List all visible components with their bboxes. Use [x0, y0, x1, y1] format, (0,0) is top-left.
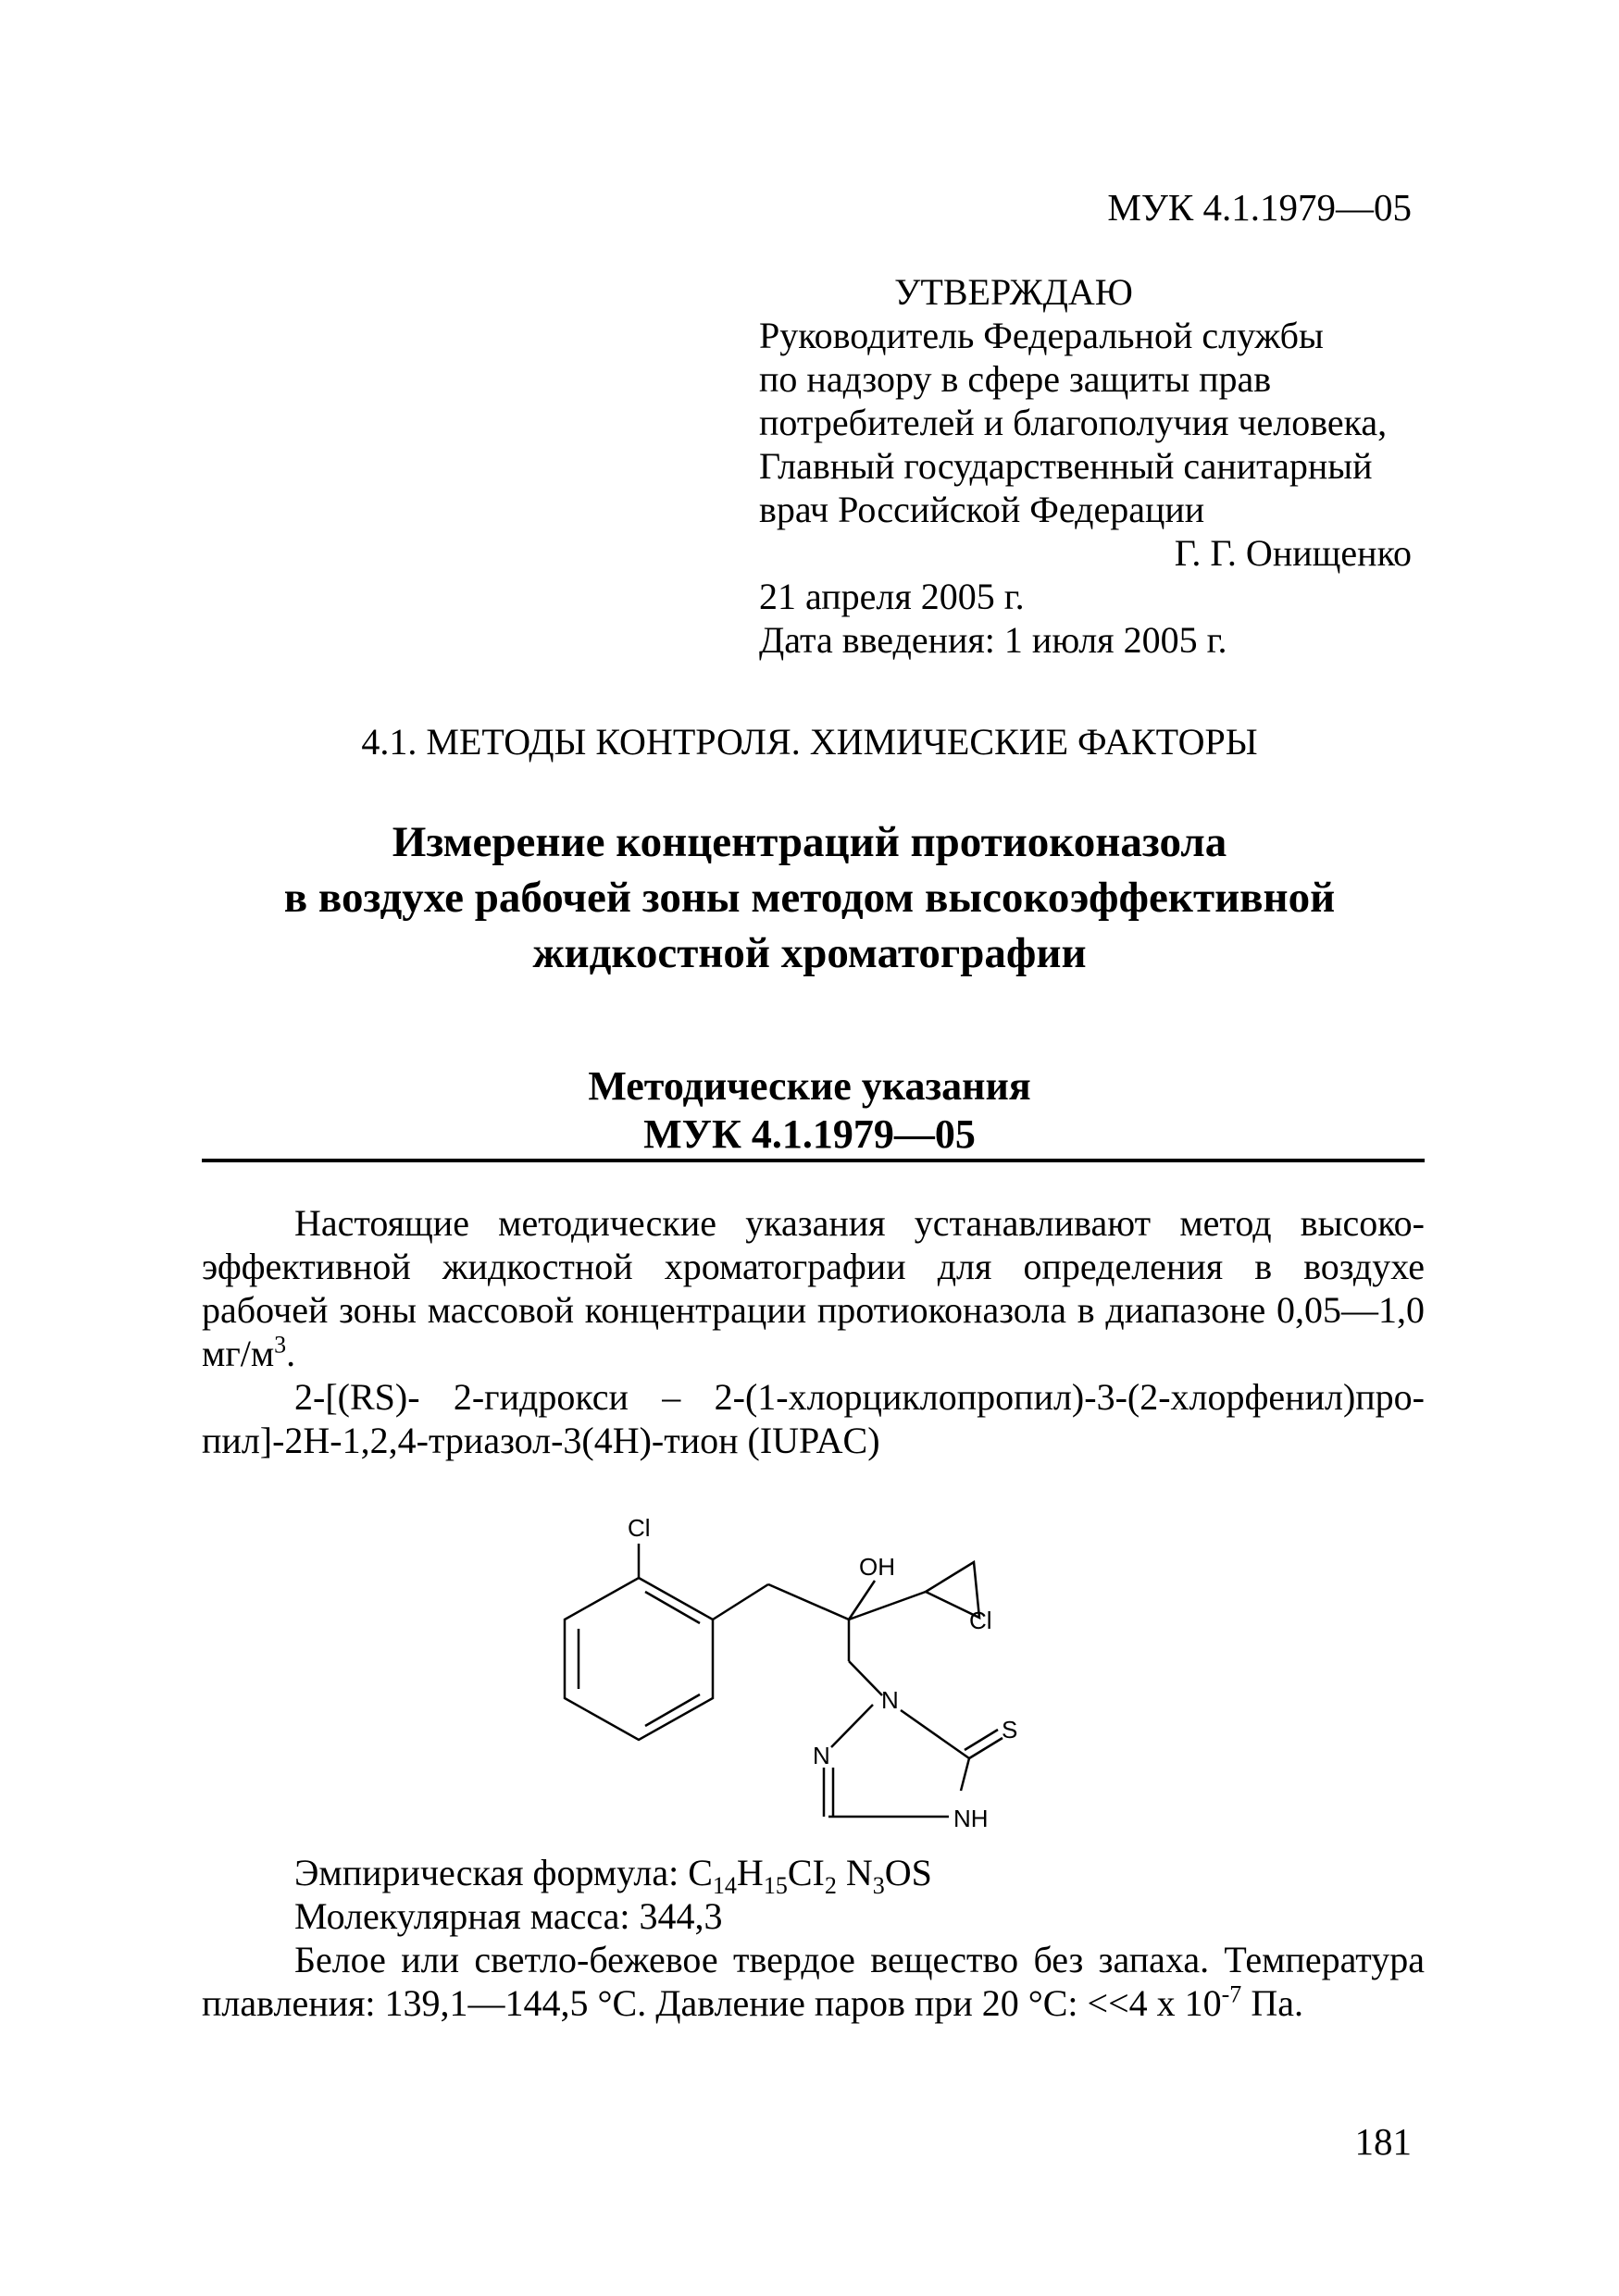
label-n: N: [881, 1686, 899, 1714]
approval-line: по надзору в сфере защиты прав: [759, 358, 1272, 400]
structural-formula: [518, 1490, 1037, 1842]
section-heading: 4.1. МЕТОДЫ КОНТРОЛЯ. ХИМИЧЕСКИЕ ФАКТОРЫ: [361, 721, 1258, 763]
bond-nh-c: [961, 1758, 969, 1791]
approval-line: Главный государственный санитарный: [759, 445, 1373, 487]
iupac-name: 2-[(RS)- 2-гидрокси – 2-(1-хлорциклопропил)-3-(2-хлорфенил)про-пил]-2Н-1,2,4-триазол-3(4Н)-тион (IUPAC): [202, 1376, 1425, 1461]
approval-block: [759, 270, 1426, 662]
subtitle-line: Методические указания: [588, 1063, 1031, 1109]
page-number: 181: [1354, 2120, 1412, 2163]
approval-line: потребителей и благополучия человека,: [759, 402, 1388, 443]
title-line: Измерение концентраций протиоконазола: [392, 818, 1227, 866]
bond-n-n: [831, 1705, 873, 1747]
label-oh: OH: [859, 1553, 895, 1581]
title-line: жидкостной хроматографии: [532, 929, 1087, 977]
document-code: МУК 4.1.1979—05: [1107, 186, 1412, 229]
empirical-formula: Эмпирическая формула: $C_{14}H_{15}CI_2$ $N_3OS$: [294, 1852, 932, 1899]
bond-ch2-n: [849, 1661, 882, 1695]
bond-cyclopropyl: [849, 1592, 926, 1620]
label-cl: Cl: [628, 1514, 651, 1542]
approval-signatory: Г. Г. Онищенко: [1174, 532, 1412, 574]
bond-c-n: [901, 1710, 969, 1758]
label-n: N: [813, 1742, 830, 1769]
document-title: [0, 814, 1619, 981]
title-line: в воздухе рабочей зоны методом высокоэффективной: [283, 874, 1336, 922]
approval-heading: УТВЕРЖДАЮ: [894, 271, 1133, 313]
intro-paragraph: Настоящие методические указания устанавливают метод высоко-эффективной жидкостной хроматографии для определения в воздухе рабочей зоны массовой концентрации протиоконазола в диапазоне 0,05—1,0 $мг/м^3$.: [202, 1202, 1425, 1374]
bond-cs: [969, 1738, 1003, 1758]
label-s: S: [1002, 1716, 1018, 1744]
approval-line: Руководитель Федеральной службы: [759, 315, 1324, 356]
label-cl: Cl: [969, 1607, 992, 1634]
bond-cs-double: [965, 1730, 998, 1750]
approval-date: 21 апреля 2005 г.: [759, 576, 1025, 617]
document-subtitle: [0, 1062, 1619, 1159]
properties-paragraph: Белое или светло-бежевое твердое вещество без запаха. Температура плавления: 139,1—144,5 °С. Давление паров при 20 °С: <<4 х $10^{-7}$ Па.: [202, 1939, 1425, 2024]
bond-ch2: [713, 1584, 768, 1620]
subtitle-code: МУК 4.1.1979—05: [643, 1111, 976, 1157]
benzene-ring: [565, 1578, 713, 1740]
bond-c: [768, 1584, 849, 1620]
label-nh: NH: [953, 1805, 989, 1832]
horizontal-rule: [202, 1159, 1425, 1162]
approval-effective-date: Дата введения: 1 июля 2005 г.: [759, 619, 1227, 661]
molecular-mass: Молекулярная масса: 344,3: [294, 1895, 723, 1937]
approval-line: врач Российской Федерации: [759, 489, 1205, 530]
